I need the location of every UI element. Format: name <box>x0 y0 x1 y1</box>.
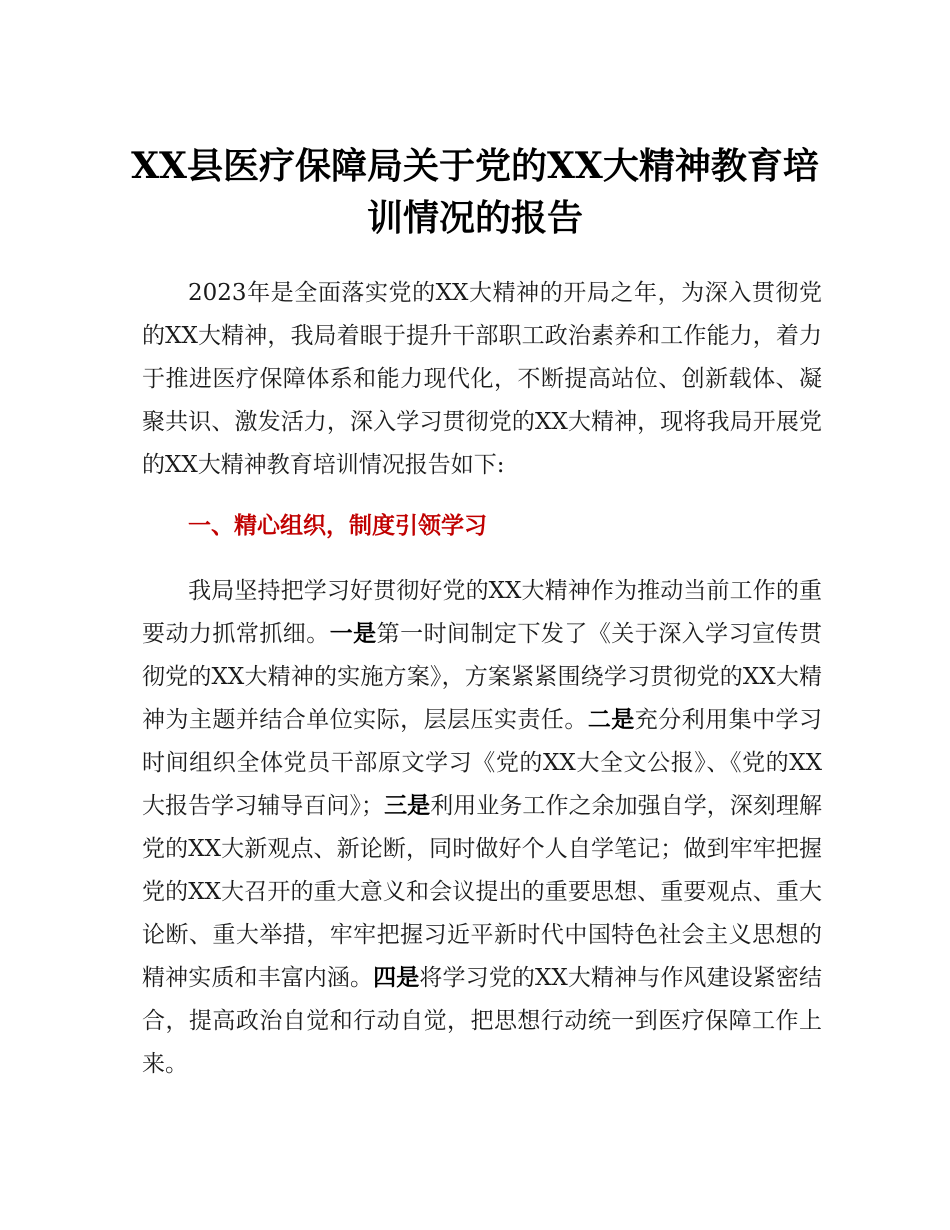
point-4-text: 将学习党的XX大精神与作风建设紧密结合，提高政治自觉和行动自觉，把思想行动统一到医疗保障工作上来。 <box>142 965 823 1077</box>
intro-paragraph <box>142 272 822 487</box>
section-1-paragraph <box>142 570 822 1086</box>
point-1-text: 第一时间制定下发了《关于深入学习宣传贯彻党的XX大精神的实施方案》，方案紧紧围绕学习贯彻党的XX大精神为主题并结合单位实际，层层压实责任。 <box>142 621 823 733</box>
section-1-heading: 一、精心组织，制度引领学习 <box>188 513 487 539</box>
section-1-opening-text: 我局坚持把学习好贯彻好党的XX大精神作为推动当前工作的重要动力抓常抓细。 <box>142 578 822 647</box>
document-title-line-1: XX县医疗保障局关于党的XX大精神教育培 <box>131 145 819 187</box>
point-2-lead: 二是 <box>587 707 635 733</box>
point-3-lead: 三是 <box>384 793 431 819</box>
point-3-text: 利用业务工作之余加强自学，深刻理解党的XX大新观点、新论断，同时做好个人自学笔记；做到牢牢把握党的XX大召开的重大意义和会议提出的重要思想、重要观点、重大论断、重大举措，牢牢把握习近平新时代中国特色社会主义思想的精神实质和丰富内涵。 <box>142 793 823 991</box>
point-2-text: 充分利用集中学习时间组织全体党员干部原文学习《党的XX大全文公报》、《党的XX大报告学习辅导百问》； <box>142 707 823 819</box>
point-4-lead: 四是 <box>373 965 420 991</box>
intro-text: 2023年是全面落实党的XX大精神的开局之年，为深入贯彻党的XX大精神，我局着眼于提升干部职工政治素养和工作能力，着力于推进医疗保障体系和能力现代化，不断提高站位、创新载体、凝聚共识、激发活力，深入学习贯彻党的XX大精神，现将我局开展党的XX大精神教育培训情况报告如下: <box>142 280 822 478</box>
document-title-line-2: 训情况的报告 <box>366 197 583 239</box>
point-1-lead: 一是 <box>329 621 377 647</box>
